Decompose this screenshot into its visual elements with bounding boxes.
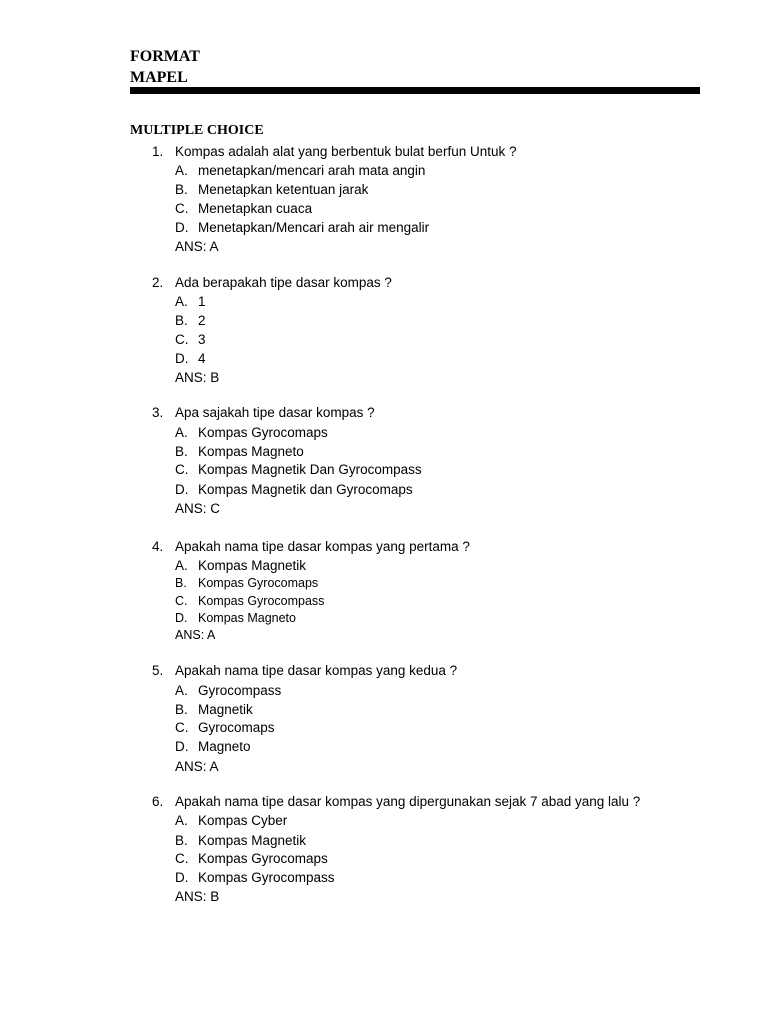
option-letter: B. [175,182,188,197]
question-number: 2. [152,275,164,290]
option-text: menetapkan/mencari arah mata angin [198,163,426,178]
option-letter: C. [175,332,189,347]
option-letter: C. [175,720,189,735]
header-mapel: MAPEL [130,69,188,86]
answer-key: ANS: A [175,239,219,254]
option-letter: A. [175,294,188,309]
option-text: Kompas Gyrocomaps [198,851,328,866]
header-format: FORMAT [130,48,200,65]
option-letter: D. [175,611,188,625]
option-text: 3 [198,332,206,347]
option-letter: B. [175,833,188,848]
option-letter: A. [175,425,188,440]
option-text: Gyrocomaps [198,720,275,735]
option-text: Kompas Magnetik [198,558,307,573]
option-text: Kompas Magnetik [198,833,307,848]
option-text: Kompas Cyber [198,813,288,828]
question-number: 5. [152,663,164,678]
option-letter: C. [175,462,189,477]
option-text: 4 [198,351,206,366]
question-number: 3. [152,405,164,420]
answer-key: ANS: C [175,501,221,516]
option-letter: C. [175,851,189,866]
question-number: 6. [152,794,164,809]
option-text: Magnetik [198,702,253,717]
option-text: Kompas Magnetik dan Gyrocomaps [198,482,413,497]
option-letter: D. [175,220,189,235]
option-letter: C. [175,594,188,608]
answer-key: ANS: B [175,889,220,904]
answer-key: ANS: A [175,628,216,642]
section-title: MULTIPLE CHOICE [130,123,264,138]
option-letter: C. [175,201,189,216]
option-letter: B. [175,444,188,459]
header-rule [130,87,700,94]
option-letter: B. [175,702,188,717]
option-letter: B. [175,576,187,590]
option-letter: A. [175,683,188,698]
option-text: Magneto [198,739,251,754]
option-letter: D. [175,870,189,885]
question-text: Kompas adalah alat yang berbentuk bulat berfun Untuk ? [175,144,517,159]
answer-key: ANS: B [175,370,220,385]
option-text: Menetapkan/Mencari arah air mengalir [198,220,430,235]
question-number: 1. [152,144,164,159]
option-text: Kompas Gyrocompass [198,594,325,608]
question-text: Apakah nama tipe dasar kompas yang dipergunakan sejak 7 abad yang lalu ? [175,794,641,809]
option-text: Kompas Gyrocompass [198,870,335,885]
option-text: Kompas Magnetik Dan Gyrocompass [198,462,422,477]
option-text: Kompas Gyrocomaps [198,576,319,590]
document-header [130,46,200,88]
option-text: 2 [198,313,206,328]
question-text: Apakah nama tipe dasar kompas yang kedua ? [175,663,458,678]
option-text: 1 [198,294,206,309]
option-letter: D. [175,482,189,497]
option-letter: D. [175,351,189,366]
answer-key: ANS: A [175,759,219,774]
option-letter: A. [175,558,188,573]
option-text: Menetapkan ketentuan jarak [198,182,369,197]
question-text: Apa sajakah tipe dasar kompas ? [175,405,375,420]
option-letter: B. [175,313,188,328]
option-text: Menetapkan cuaca [198,201,313,216]
option-letter: A. [175,163,188,178]
option-letter: A. [175,813,188,828]
option-text: Kompas Gyrocomaps [198,425,328,440]
option-text: Kompas Magneto [198,444,304,459]
option-letter: D. [175,739,189,754]
question-number: 4. [152,539,164,554]
question-text: Ada berapakah tipe dasar kompas ? [175,275,392,290]
option-text: Kompas Magneto [198,611,296,625]
option-text: Gyrocompass [198,683,282,698]
question-text: Apakah nama tipe dasar kompas yang pertama ? [175,539,470,554]
